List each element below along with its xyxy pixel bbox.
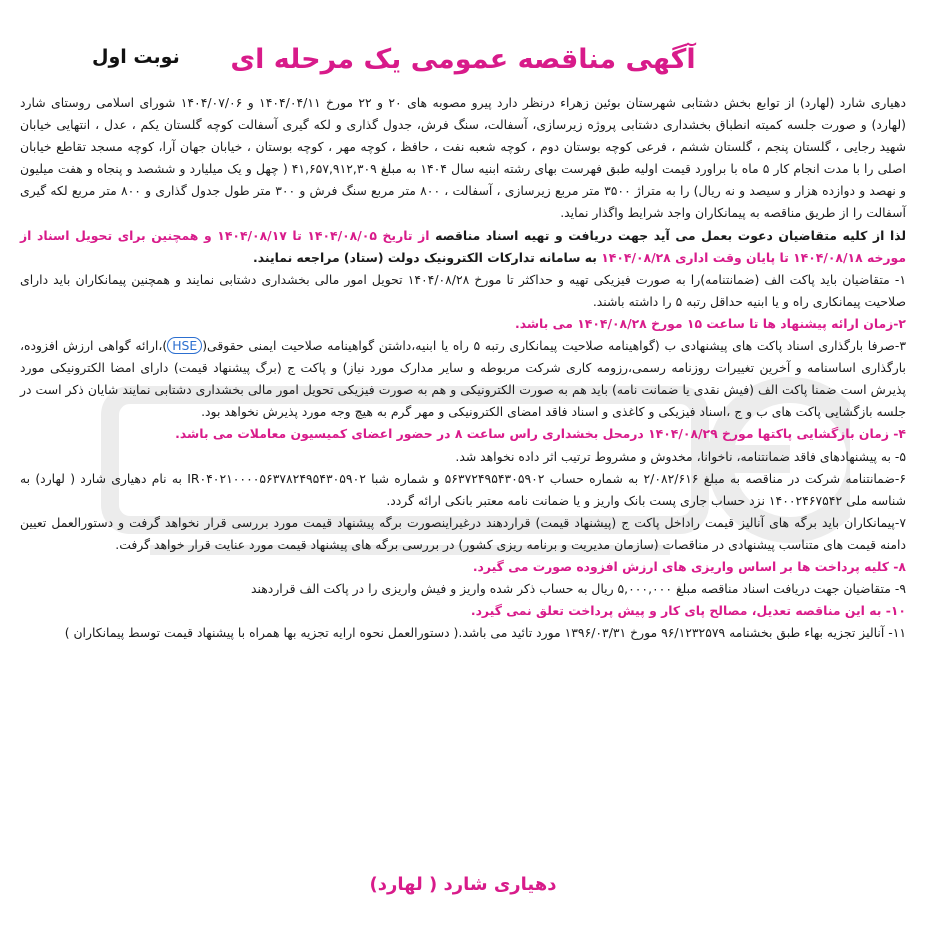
item-5: ۵- به پیشنهادهای فاقد ضمانتنامه، ناخوانا، مخدوش و مشروط ترتیب اثر داده نخواهد شد.	[455, 448, 906, 464]
item-4: ۴- زمان بازگشایی پاکتها مورخ ۱۴۰۴/۰۸/۲۹ درمحل بخشداری راس ساعت ۸ در حضور اعضای کمیسیون معاملات می باشد.	[175, 426, 906, 442]
item-3-text: ۳-صرفا بارگذاری اسناد پاکت های پیشنهادی ب (گواهینامه صلاحیت پیمانکاری رتبه ۵ راه یا ابنیه،داشتن گواهینامه صلاحیت ایمنی حقوقی(	[202, 338, 906, 354]
turn-label: نوبت اول	[92, 46, 180, 68]
item-3-text-cont: )،ارائه گواهی ارزش افزوده، بارگذاری اساسنامه و آخرین تغییرات روزنامه رسمی،رزومه کاری شرکت مربوطه و سایر مدارک مورد نیاز) و پاکت ج (برگ پیشنهاد قیمت) دارای امضا الکترونیکی مورد پذیرش است ضمنا پاکت الف (فیش نقدی یا ضمانت نامه) باید هم به صورت الکترونیکی و هم به صورت فیزیکی تحویل امور مالی بخشداری دشتابی نمایند شایان ذکر است در جلسه بازگشایی پاکت های ب و ج ،اسناد فیزیکی و کاغذی و اسناد فاقد امضای الکترونیکی و مهر گرم به هیچ وجه مورد پذیرش نخواهد بود.	[20, 338, 906, 420]
invite-platform: به سامانه تدارکات الکترونیک دولت (ستاد) مراجعه نمایند.	[253, 249, 602, 265]
intro-paragraph: دهیاری شارد (لهارد) از توابع بخش دشتابی شهرستان بوئین زهراء درنظر دارد پیرو مصوبه های ۲۰ و ۲۲ مورخ ۱۴۰۴/۰۴/۱۱ و ۱۴۰۴/۰۷/۰۶ شورای اسلامی روستای شارد (لهارد) و صورت جلسه کمیته انطباق بخشداری دشتابی پروژه زیرسازی، آسفالت، سنگ فرش، جدول گذاری و لکه گیری آسفالت کوچه گلستان یکم ، عدل ، انتهایی خیابان شهید رجایی ، گلستان پنجم ، گلستان ششم ، فرعی کوچه بوستان دوم ، کوچه شعبه نفت ، حافظ ، کوچه مهر ، کوچه بوستان ، خیابان جهان آرا، کوچه مسجد تقاطع خیابان اصلی را با مدت انجام کار ۵ ماه با براورد قیمت اولیه طبق فهرست بهای رشته ابنیه سال ۱۴۰۴ به مبلغ ۴۱,۶۵۷,۹۱۲,۳۰۹ ( چهل و یک میلیارد و ششصد و پنجاه و هفت میلیون و نهصد و دوازده هزار و سیصد و نه ریال) را به متراژ ۳۵۰۰ متر مربع زیرسازی ، آسفالت ، ۸۰۰ متر مربع سنگ فرش و ۳۰۰ متر طول جدول گذاری و ۸۰۰ متر مربع لکه گیری آسفالت را از طریق مناقصه به پیمانکاران واجد شرایط واگذار نماید.	[20, 95, 906, 221]
item-8: ۸- کلیه پرداخت ها بر اساس واریزی های ارزش افزوده صورت می گیرد.	[472, 558, 906, 574]
page-title: آگهی مناقصه عمومی یک مرحله ای	[230, 44, 696, 75]
footer-signature: دهیاری شارد ( لهارد)	[369, 874, 557, 895]
item-10: ۱۰- به این مناقصه تعدیل، مصالح پای کار و پیش پرداخت تعلق نمی گیرد.	[470, 603, 906, 619]
invite-text: لذا از کلیه متقاضیان دعوت بعمل می آید جهت دریافت و تهیه اسناد مناقصه	[435, 227, 907, 243]
item-1: ۱- متقاضیان باید پاکت الف (ضمانتنامه)را به صورت فیزیکی تهیه و حداکثر تا مورخ ۱۴۰۴/۰۸/۲۸ تحویل امور مالی بخشداری دشتابی نمایند و همچنین پیمانکاران باید دارای صلاحیت پیمانکاری راه و یا ابنیه حداقل رتبه ۵ را داشته باشند.	[20, 271, 907, 309]
item-11: ۱۱- آنالیز تجزیه بهاء طبق بخشنامه ۹۶/۱۲۳۲۵۷۹ مورخ ۱۳۹۶/۰۳/۳۱ مورد تائید می باشد.( دستورالعمل نحوه ارایه تجزیه بها همراه با پیشنهاد قیمت توسط پیمانکاران )	[64, 625, 906, 641]
invite-paragraph	[20, 225, 906, 269]
hse-badge: HSE	[167, 337, 202, 354]
item-7: ۷-پیمانکاران باید برگه های آنالیز قیمت راداخل پاکت ج (پیشنهاد قیمت) قراردهند درغیراینصورت برگه پیشنهاد قیمت مورد بررسی قرار نخواهد گرفت و دستورالعمل تعیین دامنه قیمت های متناسب پیشنهادی در مناقصات (سازمان مدیریت و برنامه ریزی کشور) در بررسی برگه های پیشنهاد قیمت مورد عنایت قرار خواهد گرفت.	[20, 514, 906, 552]
notice-body	[20, 92, 906, 644]
item-2: ۲-زمان ارائه پیشنهاد ها تا ساعت ۱۵ مورخ ۱۴۰۴/۰۸/۲۸ می باشد.	[514, 315, 906, 331]
invite-dates: از تاریخ ۱۴۰۴/۰۸/۰۵ تا ۱۴۰۴/۰۸/۱۷ و همچنین برای تحویل اسناد از مورخه ۱۴۰۴/۰۸/۱۸ تا پایان وقت اداری ۱۴۰۴/۰۸/۲۸	[20, 227, 906, 265]
item-9: ۹- متقاضیان جهت دریافت اسناد مناقصه مبلغ ۵,۰۰۰,۰۰۰ ریال به حساب ذکر شده واریز و فیش واریزی را در پاکت الف قراردهند	[251, 581, 906, 597]
item-6: ۶-ضمانتنامه شرکت در مناقصه به مبلغ ۲/۰۸۲/۶۱۶ به شماره حساب ۵۶۳۷۲۴۹۵۴۳۰۵۹۰۲ و شماره شبا IR۰۴۰۲۱۰۰۰۰۵۶۳۷۸۲۴۹۵۴۳۰۵۹۰۲ به نام دهیاری شارد ( لهارد) به شناسه ملی ۱۴۰۰۲۴۶۷۵۴۲ نزد حساب جاری پست بانک واریز و یا ضمانت نامه معتبر بانکی ارائه گردد.	[20, 470, 906, 508]
item-3	[20, 335, 906, 423]
